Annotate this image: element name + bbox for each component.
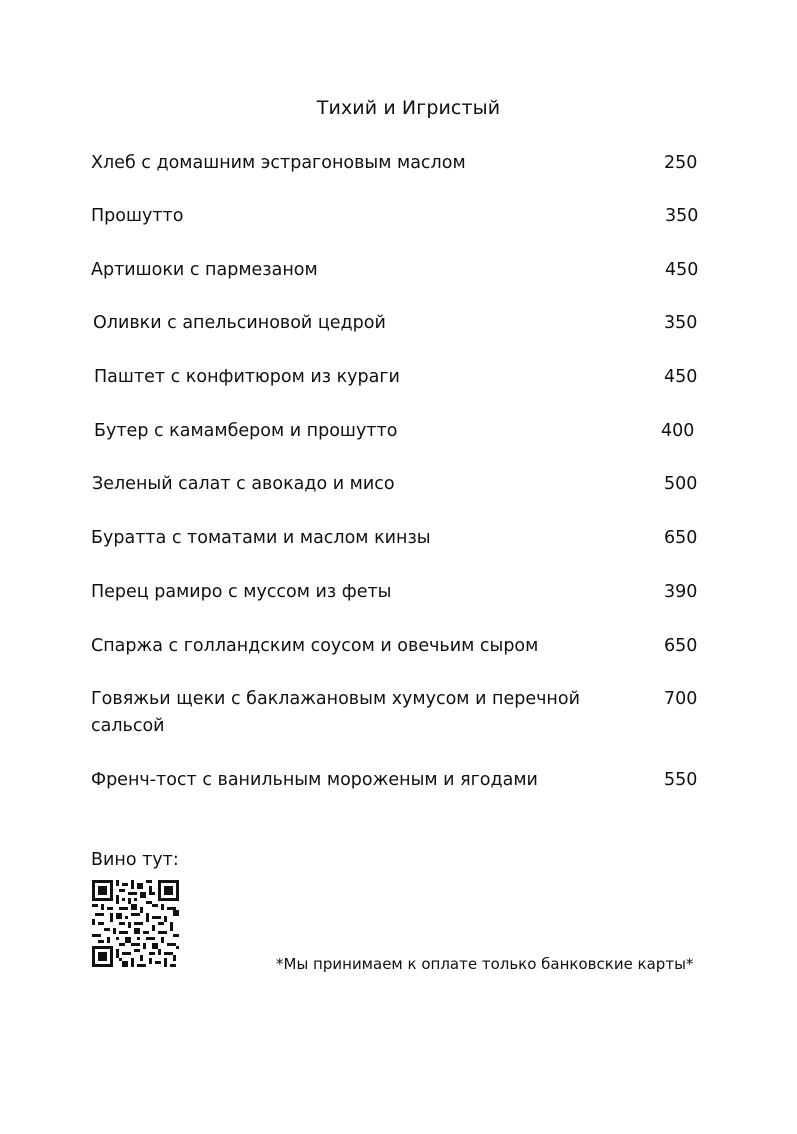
menu-item-name: Зеленый салат с авокадо и мисо [92, 474, 395, 494]
menu-item [0, 767, 797, 797]
menu-item-price: 390 [664, 582, 698, 602]
menu-item-name: Паштет с конфитюром из кураги [94, 367, 400, 387]
wine-label: Вино тут: [91, 850, 179, 870]
menu-item [0, 150, 797, 180]
payment-note: *Мы принимаем к оплате только банковские карты* [276, 955, 694, 973]
menu-item-name: Хлеб с домашним эстрагоновым маслом [91, 153, 466, 173]
menu-item-name: Говяжьи щеки с баклажановым хумусом и перечной сальсой [91, 689, 580, 736]
menu-item [0, 471, 797, 501]
menu-item-price: 350 [665, 206, 699, 226]
menu-item [0, 257, 797, 287]
menu-item-price: 500 [664, 474, 698, 494]
menu-item [0, 310, 797, 340]
menu-item [0, 203, 797, 233]
menu-item-price: 450 [665, 260, 699, 280]
menu-item [0, 525, 797, 555]
menu-item-name: Спаржа с голландским соусом и овечьим сыром [91, 636, 539, 656]
menu-item [0, 364, 797, 394]
menu-item-price: 650 [664, 528, 698, 548]
menu-item-price: 250 [664, 153, 698, 173]
menu-item-name: Прошутто [91, 206, 184, 226]
menu-item-name: Френч-тост с ванильным мороженым и ягодами [91, 770, 538, 790]
menu-item-price: 450 [664, 367, 698, 387]
menu-item-name: Буратта с томатами и маслом кинзы [91, 528, 431, 548]
menu-item-price: 550 [664, 770, 698, 790]
menu-item-name: Бутер с камамбером и прошутто [94, 421, 398, 441]
qr-code-icon[interactable] [92, 880, 179, 967]
menu-item-price: 700 [664, 689, 698, 709]
menu-item [0, 418, 797, 448]
menu-item-price: 650 [664, 636, 698, 656]
menu-item [0, 686, 797, 742]
menu-item-price: 400 [661, 421, 695, 441]
menu-item-name: Перец рамиро с муссом из феты [91, 582, 392, 602]
menu-item [0, 579, 797, 609]
menu-item-price: 350 [664, 313, 698, 333]
menu-item-name: Артишоки с пармезаном [91, 260, 318, 280]
menu-item-name: Оливки с апельсиновой цедрой [93, 313, 386, 333]
page-title: Тихий и Игристый [316, 97, 501, 119]
menu-item [0, 633, 797, 663]
